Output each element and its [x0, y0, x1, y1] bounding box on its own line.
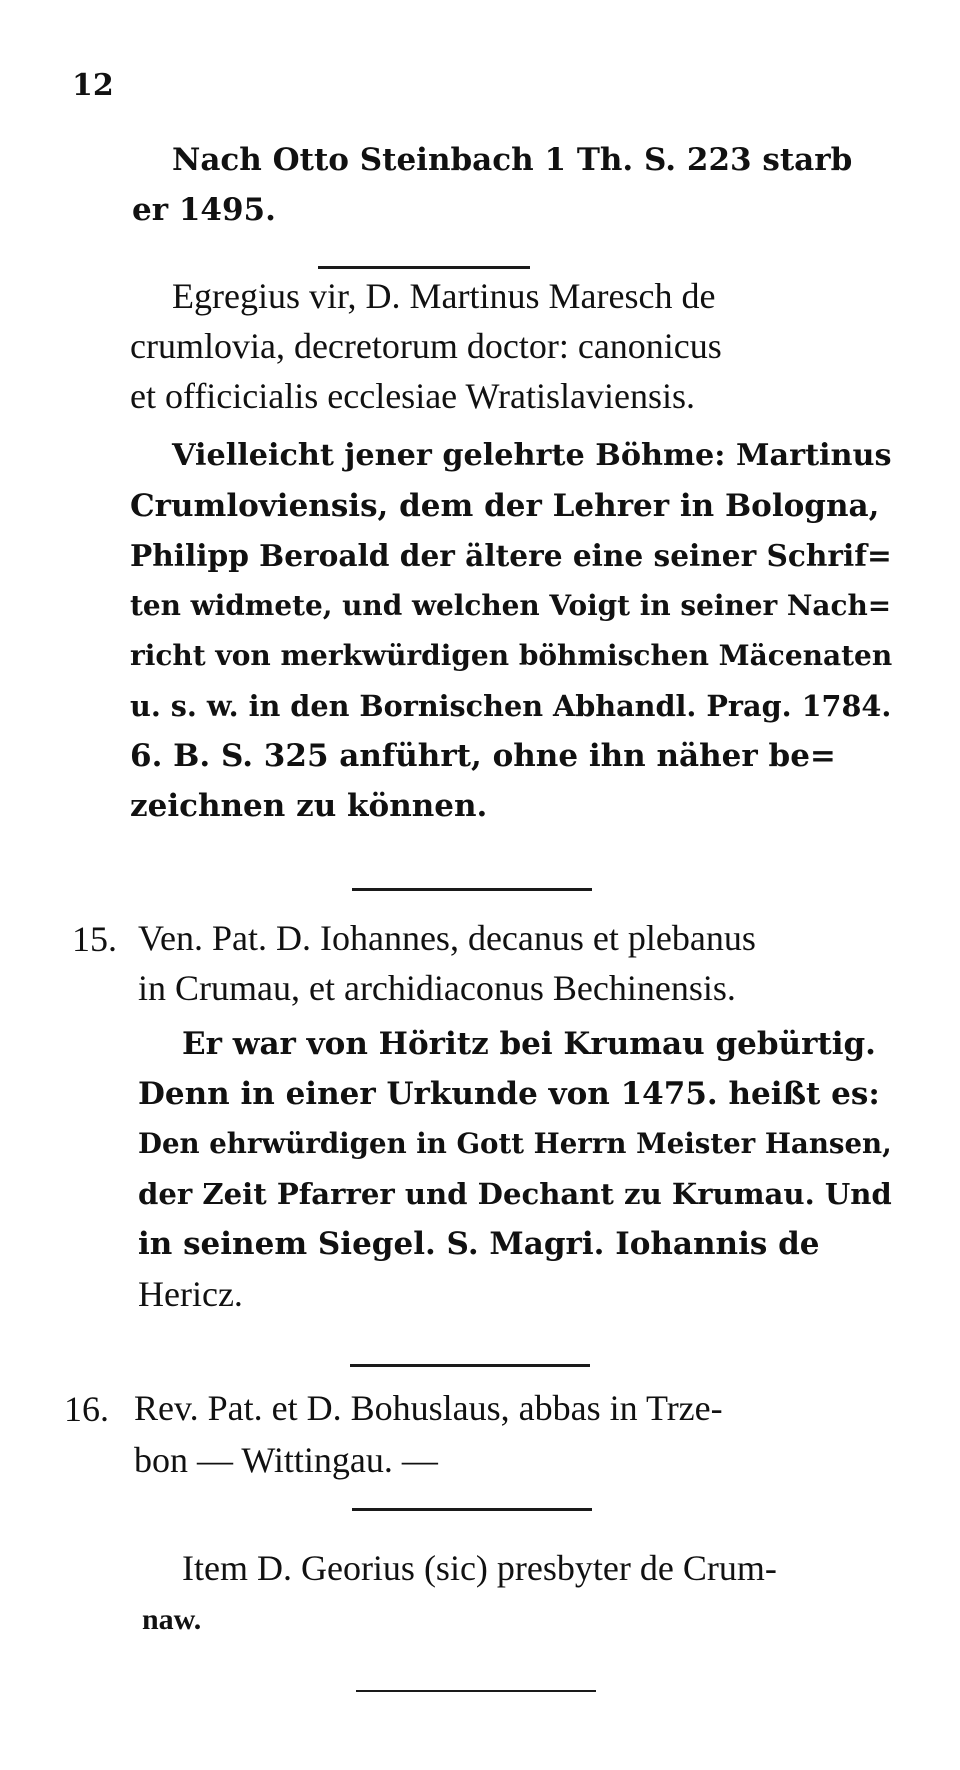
text-line: Nach Otto Steinbach 1 Th. S. 223 starb — [172, 142, 853, 178]
entry-number: 15. — [72, 919, 117, 959]
separator-rule — [352, 888, 592, 891]
entry-number: 16. — [64, 1389, 109, 1429]
text-line: richt von merkwürdigen böhmischen Mäcenaten — [130, 639, 893, 672]
text-line: 6. B. S. 325 anführt, ohne ihn näher be= — [130, 738, 836, 774]
page-number: 12 — [72, 68, 114, 103]
text-line: Rev. Pat. et D. Bohuslaus, abbas in Trze- — [134, 1388, 723, 1428]
text-line: Philipp Beroald der ältere eine seiner Schrif= — [130, 538, 892, 573]
text-line: ten widmete, und welchen Voigt in seiner Nach= — [130, 589, 892, 622]
text-line: er 1495. — [132, 192, 276, 228]
text-line: der Zeit Pfarrer und Dechant zu Krumau. Und — [138, 1177, 892, 1211]
text-line: Er war von Höritz bei Krumau gebürtig. — [182, 1026, 876, 1062]
text-line: Egregius vir, D. Martinus Maresch de — [172, 276, 716, 316]
text-line: crumlovia, decretorum doctor: canonicus — [130, 326, 722, 366]
text-line: in Crumau, et archidiaconus Bechinensis. — [138, 968, 736, 1008]
text-line: u. s. w. in den Bornischen Abhandl. Prag. 1784. — [130, 689, 892, 723]
text-line: Crumloviensis, dem der Lehrer in Bologna, — [130, 488, 880, 524]
text-line: Item D. Georius (sic) presbyter de Crum- — [182, 1548, 777, 1588]
text-line: bon — Wittingau. — — [134, 1440, 438, 1480]
text-line: Den ehrwürdigen in Gott Herrn Meister Hansen, — [138, 1127, 892, 1160]
text-line: Vielleicht jener gelehrte Böhme: Martinus — [172, 438, 892, 473]
text-line: zeichnen zu können. — [130, 788, 488, 824]
text-line: Ven. Pat. D. Iohannes, decanus et plebanus — [138, 918, 756, 958]
text-line: in seinem Siegel. S. Magri. Iohannis de — [138, 1226, 820, 1262]
separator-rule — [356, 1690, 596, 1692]
text-line: Hericz. — [138, 1274, 243, 1314]
text-line: et officicialis ecclesiae Wratislaviensis. — [130, 376, 695, 416]
separator-rule — [350, 1364, 590, 1367]
separator-rule — [318, 266, 530, 269]
text-line: Denn in einer Urkunde von 1475. heißt es: — [138, 1076, 880, 1112]
separator-rule — [352, 1508, 592, 1511]
text-line: naw. — [142, 1603, 202, 1636]
